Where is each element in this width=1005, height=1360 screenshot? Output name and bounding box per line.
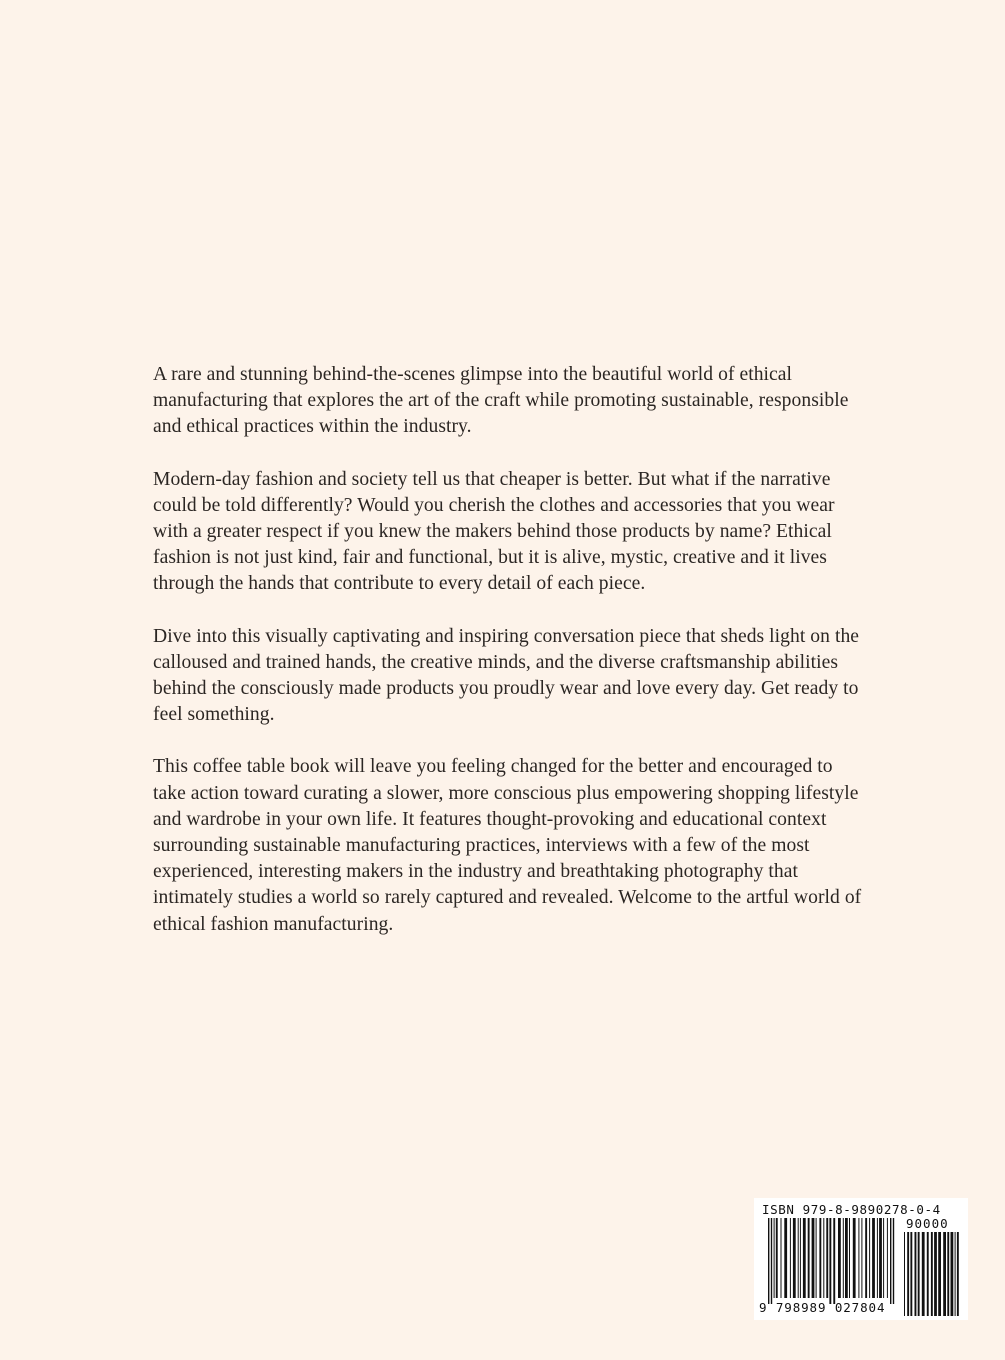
blurb-paragraph-4: This coffee table book will leave you feeling changed for the better and encouraged to take action toward curating a slower, more conscious plus empowering shopping lifestyle and wardrobe in your own life. It features thought-provoking and educational context surrounding sustainable manufacturing practices, interviews with a few of the most experienced, interesting makers in the industry and breathtaking photography that intimately studies a world so rarely captured and revealed. Welcome to the artful world of ethical fashion manufacturing.	[153, 756, 862, 935]
barcode-bar	[934, 1232, 937, 1316]
ean-digits: 9 798989 027804	[759, 1300, 886, 1315]
back-cover-blurb	[153, 362, 865, 964]
barcode-bar	[838, 1218, 841, 1298]
barcode-bar	[829, 1218, 831, 1304]
barcode-bar	[915, 1232, 917, 1316]
barcode-bar	[955, 1232, 956, 1316]
isbn-label: ISBN 979-8-9890278-0-4	[762, 1202, 941, 1217]
barcode-bar	[861, 1218, 862, 1298]
barcode-bar	[823, 1218, 824, 1298]
barcode-bar	[819, 1218, 821, 1298]
barcode-bar	[776, 1218, 778, 1298]
blurb-paragraph-1: A rare and stunning behind-the-scenes glimpse into the beautiful world of ethical manufacturing that explores the art of the craft while promoting sustainable, responsible and ethical practices within the industry.	[153, 364, 849, 438]
barcode-bar	[883, 1218, 884, 1298]
barcode-bar	[774, 1218, 775, 1298]
barcode-bar	[927, 1232, 929, 1316]
barcode-bar	[910, 1232, 912, 1316]
barcode-bar	[957, 1232, 959, 1316]
barcode-bar	[808, 1218, 810, 1298]
barcode-bar	[833, 1218, 835, 1304]
barcode-bar	[877, 1218, 878, 1298]
barcode-bar	[790, 1218, 791, 1298]
barcode-bar	[800, 1218, 801, 1298]
barcode-bar	[858, 1218, 859, 1298]
barcode-bar	[938, 1232, 941, 1316]
barcode-bar	[907, 1232, 909, 1316]
price-code: 90000	[906, 1216, 949, 1231]
barcode-bar	[931, 1232, 933, 1316]
barcode-bar	[887, 1218, 888, 1298]
barcode-bar	[951, 1232, 954, 1316]
blurb-paragraph-3: Dive into this visually captivating and inspiring conversation piece that sheds light on the calloused and trained hands, the creative minds, and the diverse craftsmanship abilities behind the consciously made products you proudly wear and love every day. Get ready to feel something.	[153, 625, 860, 726]
barcode-bar	[798, 1218, 799, 1298]
barcode-bar	[893, 1218, 894, 1304]
barcode-bar	[869, 1218, 870, 1298]
barcode-bar	[943, 1232, 946, 1316]
barcode-bar	[803, 1218, 806, 1298]
barcode-bar	[853, 1218, 856, 1298]
barcode-bar	[865, 1218, 867, 1298]
isbn-barcode	[754, 1198, 968, 1320]
barcode-bar	[849, 1218, 850, 1298]
barcode-bar	[904, 1232, 905, 1316]
barcode-bar	[843, 1218, 844, 1298]
barcode-bar	[784, 1218, 787, 1298]
barcode-bar	[890, 1218, 891, 1304]
barcode-bar	[879, 1218, 882, 1298]
barcode-bar	[793, 1218, 796, 1298]
barcode-bar	[922, 1232, 925, 1316]
barcode-bar	[816, 1218, 817, 1298]
barcode-bar	[872, 1218, 875, 1298]
barcode-bar	[771, 1218, 772, 1304]
barcode-bar	[781, 1218, 782, 1298]
barcode-bar	[918, 1232, 920, 1316]
blurb-paragraph-2: Modern-day fashion and society tell us that cheaper is better. But what if the narrative could be told differently? Would you cherish the clothes and accessories that you wear with a greater respect if you knew the makers behind those products by name? Ethical fashion is not just kind, fair and functional, but it is alive, mystic, creative and it lives through the hands that contribute to every detail of each piece.	[153, 468, 835, 595]
barcode-bar	[947, 1232, 949, 1316]
barcode-bar	[768, 1218, 769, 1304]
barcode-bar	[812, 1218, 815, 1298]
barcode-bar	[845, 1218, 848, 1298]
barcode-bar	[826, 1218, 828, 1298]
